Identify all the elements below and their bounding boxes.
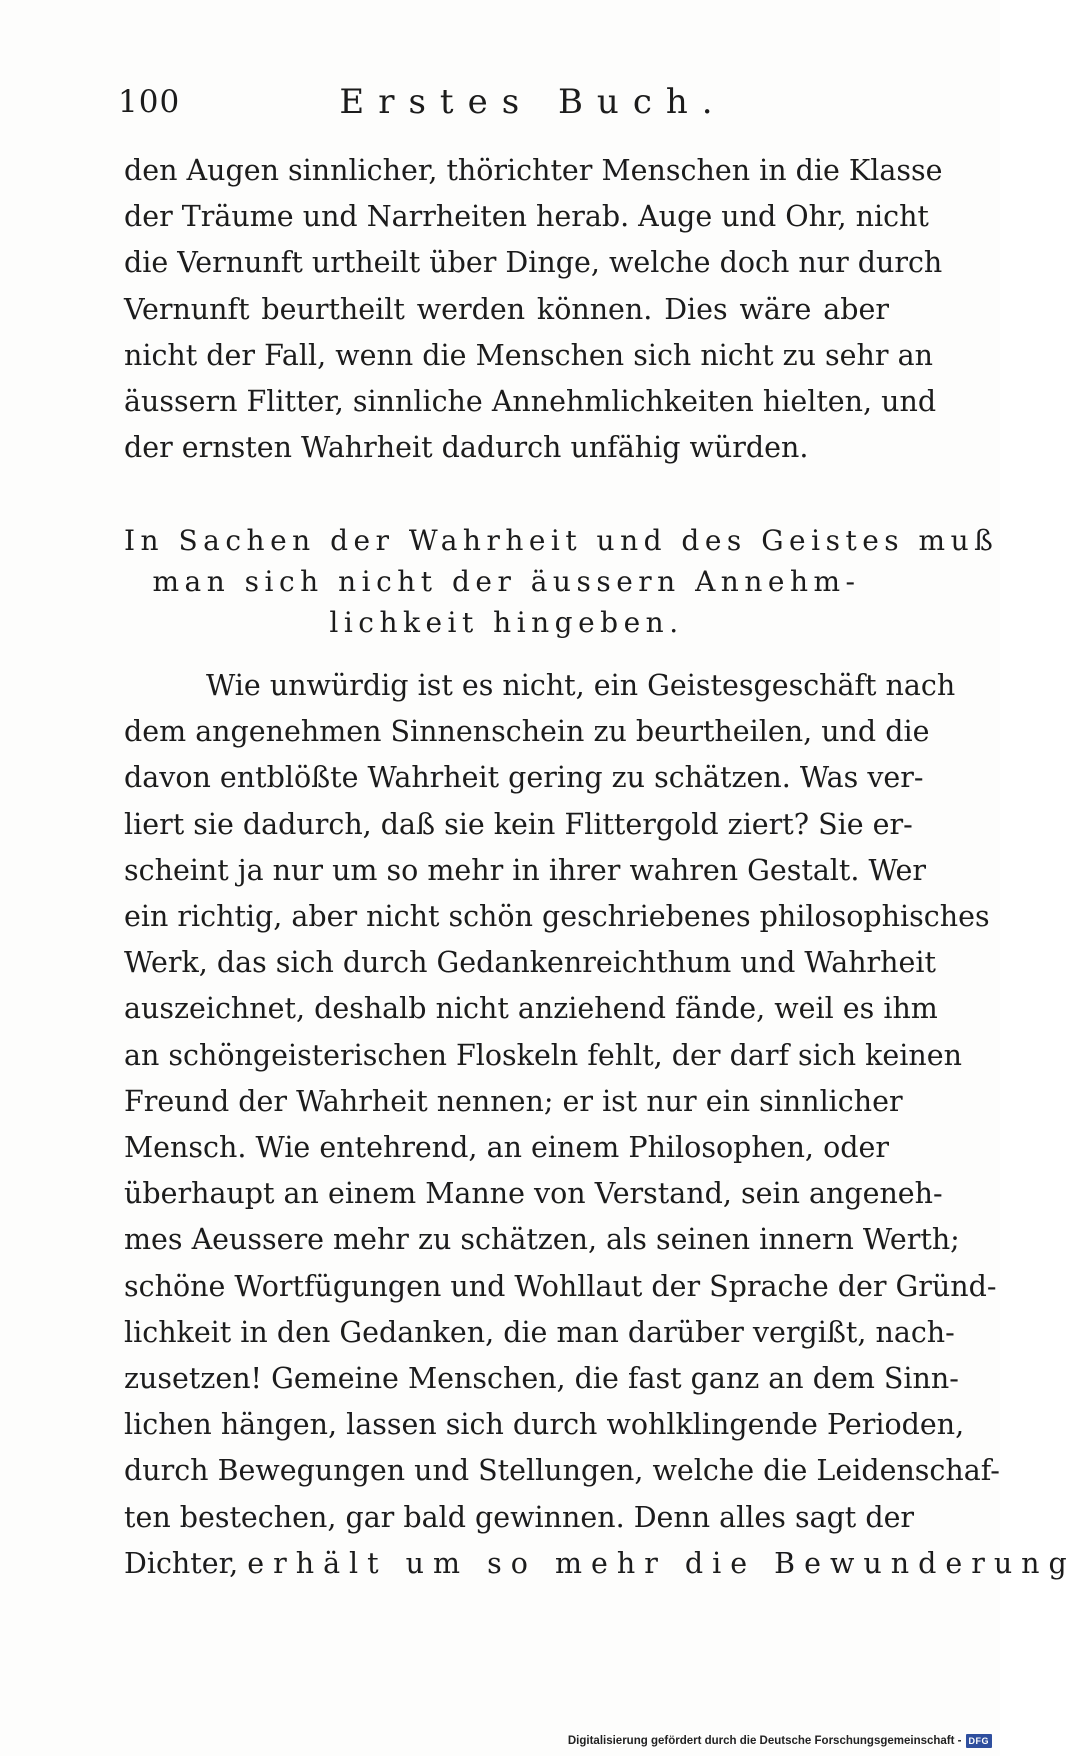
- spaced-emphasis-text: erhält um so mehr die Bewunderung: [247, 1546, 1076, 1580]
- page-header: [118, 78, 888, 128]
- text-line: ten bestechen, gar bald gewinnen. Denn alles sagt der: [124, 1500, 915, 1534]
- text-line: der ernsten Wahrheit dadurch unfähig würden.: [124, 431, 809, 465]
- text-line: den Augen sinnlicher, thörichter Menschen in die Klasse: [124, 154, 943, 187]
- text-line: die Vernunft urtheilt über Dinge, welche doch nur durch: [124, 246, 943, 280]
- text-line: lichen hängen, lassen sich durch wohlklingende Perioden,: [124, 1408, 965, 1442]
- text-line: lichkeit in den Gedanken, die man darüber vergißt, nach-: [124, 1315, 955, 1349]
- text-line-final: [124, 1541, 1076, 1587]
- footer-credit: Digitalisierung gefördert durch die Deutsche Forschungsgemeinschaft -: [567, 1735, 962, 1747]
- text-line: Wie unwürdig ist es nicht, ein Geistesgeschäft nach: [206, 669, 956, 702]
- page-number: 100: [118, 84, 181, 120]
- text-line: scheint ja nur um so mehr in ihrer wahren Gestalt. Wer: [124, 853, 926, 887]
- heading-line: In Sachen der Wahrheit und des Geistes muß: [124, 524, 999, 557]
- text-line: äussern Flitter, sinnliche Annehmlichkeiten hielten, und: [124, 385, 937, 419]
- text-line: dem angenehmen Sinnenschein zu beurtheilen, und die: [124, 715, 930, 749]
- text-line: überhaupt an einem Manne von Verstand, sein angeneh-: [124, 1177, 943, 1211]
- paragraph-continued: [124, 148, 943, 471]
- text-line: schöne Wortfügungen und Wohllaut der Sprache der Gründ-: [124, 1269, 997, 1303]
- section-heading: [124, 520, 999, 643]
- text-line: liert sie dadurch, daß sie kein Flittergold ziert? Sie er-: [124, 807, 913, 841]
- dfg-logo-icon: DFG: [966, 1734, 993, 1748]
- text-line: auszeichnet, deshalb nicht anziehend fände, weil es ihm: [124, 992, 938, 1026]
- heading-line: lichkeit hingeben.: [329, 606, 684, 639]
- text-line: Werk, das sich durch Gedankenreichthum und Wahrheit: [124, 946, 936, 980]
- text-line: Freund der Wahrheit nennen; er ist nur ein sinnlicher: [124, 1084, 903, 1118]
- text-line: durch Bewegungen und Stellungen, welche die Leidenschaf-: [124, 1454, 1000, 1488]
- heading-line: man sich nicht der äussern Annehm-: [152, 565, 861, 598]
- text-line: nicht der Fall, wenn die Menschen sich nicht zu sehr an: [124, 338, 933, 372]
- text-line: Vernunft beurtheilt werden können. Dies wäre aber: [124, 292, 889, 326]
- running-head: Erstes Buch.: [339, 82, 727, 122]
- text-line: an schöngeisterischen Floskeln fehlt, der darf sich keinen: [124, 1038, 962, 1072]
- paragraph-body: [124, 663, 1076, 1587]
- text-line: zusetzen! Gemeine Menschen, die fast ganz an dem Sinn-: [124, 1362, 959, 1396]
- text-line: davon entblößte Wahrheit gering zu schätzen. Was ver-: [124, 761, 924, 795]
- text-line: der Träume und Narrheiten herab. Auge und Ohr, nicht: [124, 200, 929, 234]
- text-line: Mensch. Wie entehrend, an einem Philosophen, oder: [124, 1131, 889, 1165]
- text-line: ein richtig, aber nicht schön geschriebenes philosophisches: [124, 900, 990, 934]
- text-line: mes Aeussere mehr zu schätzen, als seinen innern Werth;: [124, 1223, 960, 1257]
- digitization-footer: [568, 1734, 992, 1748]
- catch-word: Dichter,: [124, 1546, 239, 1580]
